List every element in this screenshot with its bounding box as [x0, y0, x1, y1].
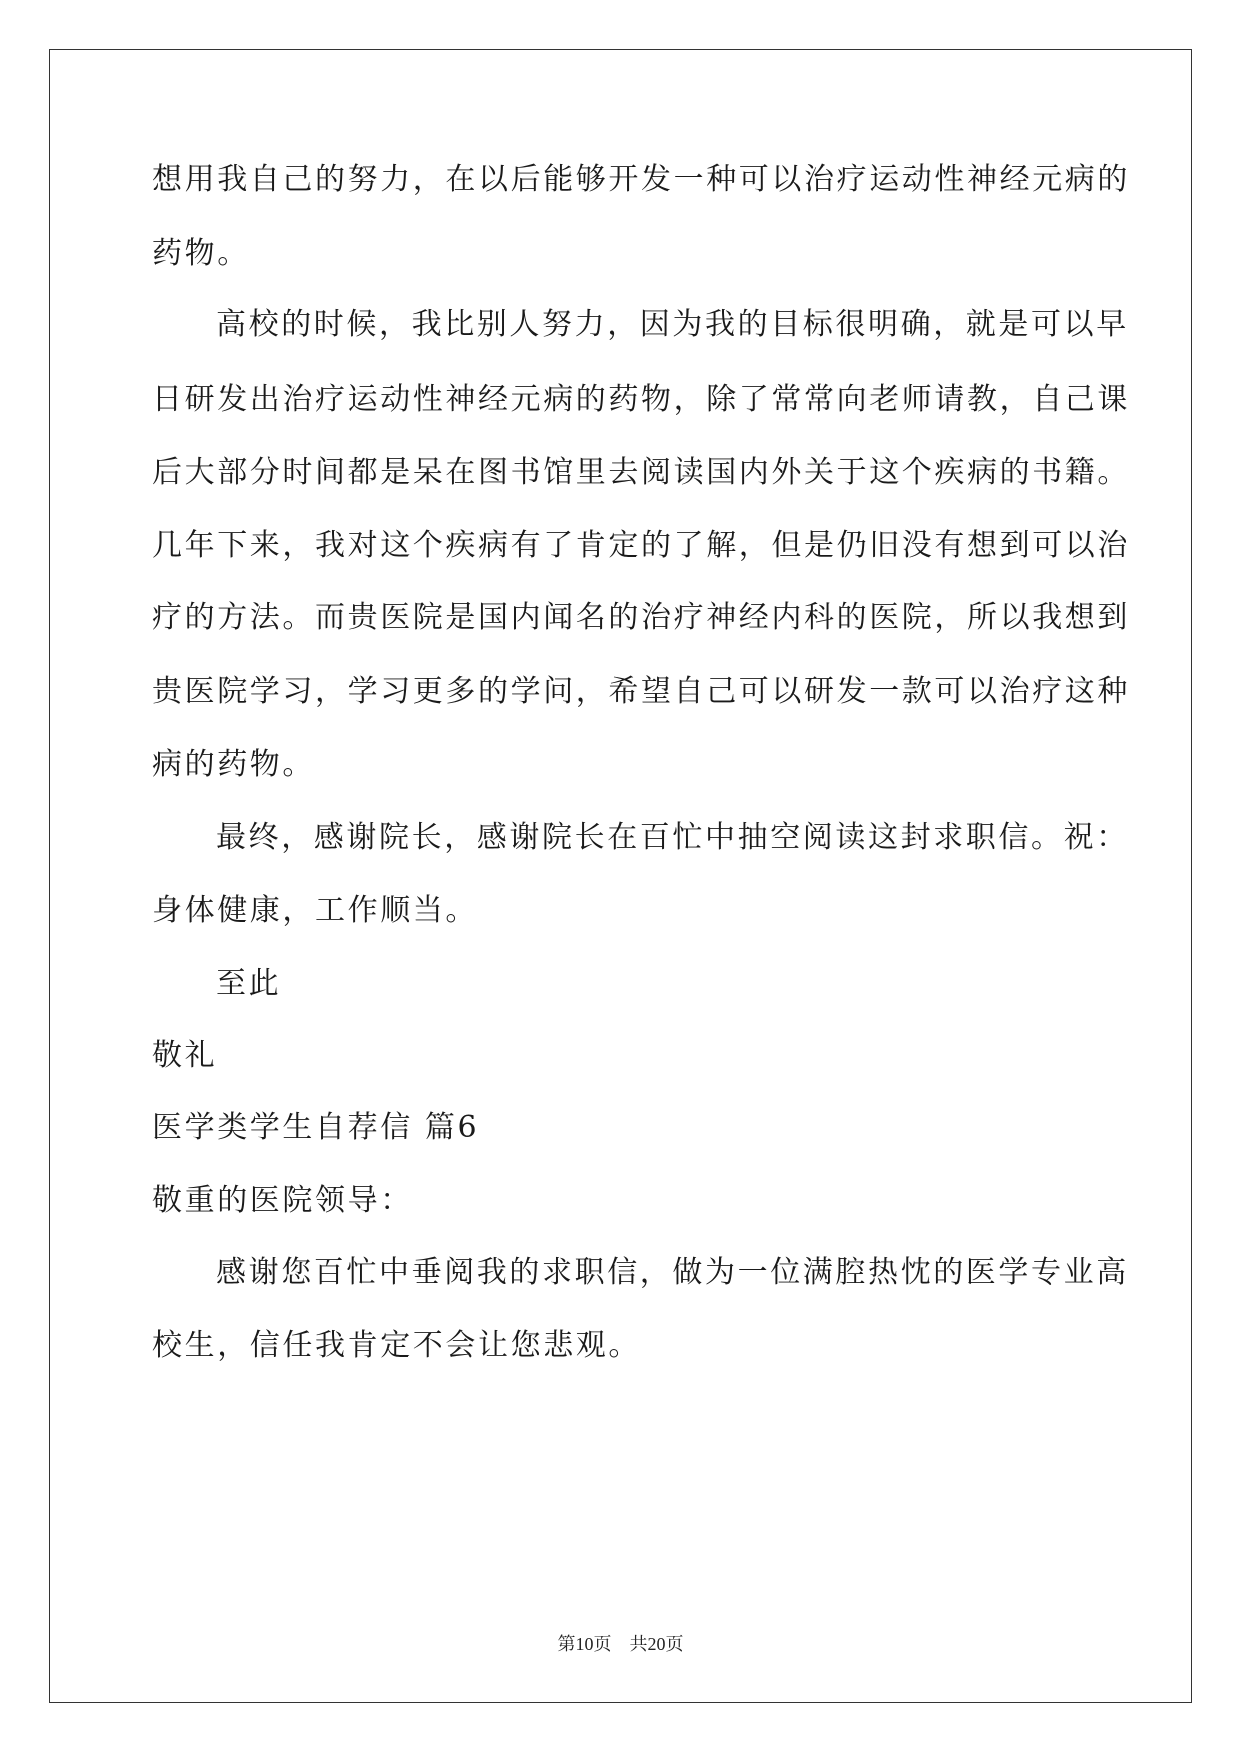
page-number: 第10页 共20页 — [557, 1634, 684, 1654]
text-line: 身体健康，工作顺当。 — [152, 893, 478, 928]
page-border — [49, 49, 1192, 1703]
text-line: 病的药物。 — [152, 747, 315, 782]
closing-line: 至此 — [216, 966, 282, 1001]
text-line: 后大部分时间都是呆在图书馆里去阅读国内外关于这个疾病的书籍。 — [152, 455, 1130, 490]
text-line: 贵医院学习，学习更多的学问，希望自己可以研发一款可以治疗这种 — [152, 674, 1130, 709]
greeting-line: 敬重的医院领导： — [152, 1183, 413, 1218]
paragraph-start-line: 高校的时候，我比别人努力，因为我的目标很明确，就是可以早 — [216, 307, 1129, 342]
salutation-line: 敬礼 — [152, 1038, 218, 1073]
text-line: 几年下来，我对这个疾病有了肯定的了解，但是仍旧没有想到可以治 — [152, 528, 1130, 563]
text-line: 药物。 — [152, 236, 250, 271]
text-line: 校生，信任我肯定不会让您悲观。 — [152, 1328, 641, 1363]
section-heading: 医学类学生自荐信 篇6 — [152, 1110, 480, 1145]
text-line: 想用我自己的努力，在以后能够开发一种可以治疗运动性神经元病的 — [152, 162, 1130, 197]
paragraph-start-line: 感谢您百忙中垂阅我的求职信，做为一位满腔热忱的医学专业高 — [216, 1255, 1129, 1290]
paragraph-start-line: 最终，感谢院长，感谢院长在百忙中抽空阅读这封求职信。祝： — [216, 820, 1129, 855]
text-line: 日研发出治疗运动性神经元病的药物，除了常常向老师请教，自己课 — [152, 382, 1130, 417]
text-line: 疗的方法。而贵医院是国内闻名的治疗神经内科的医院，所以我想到 — [152, 600, 1130, 635]
